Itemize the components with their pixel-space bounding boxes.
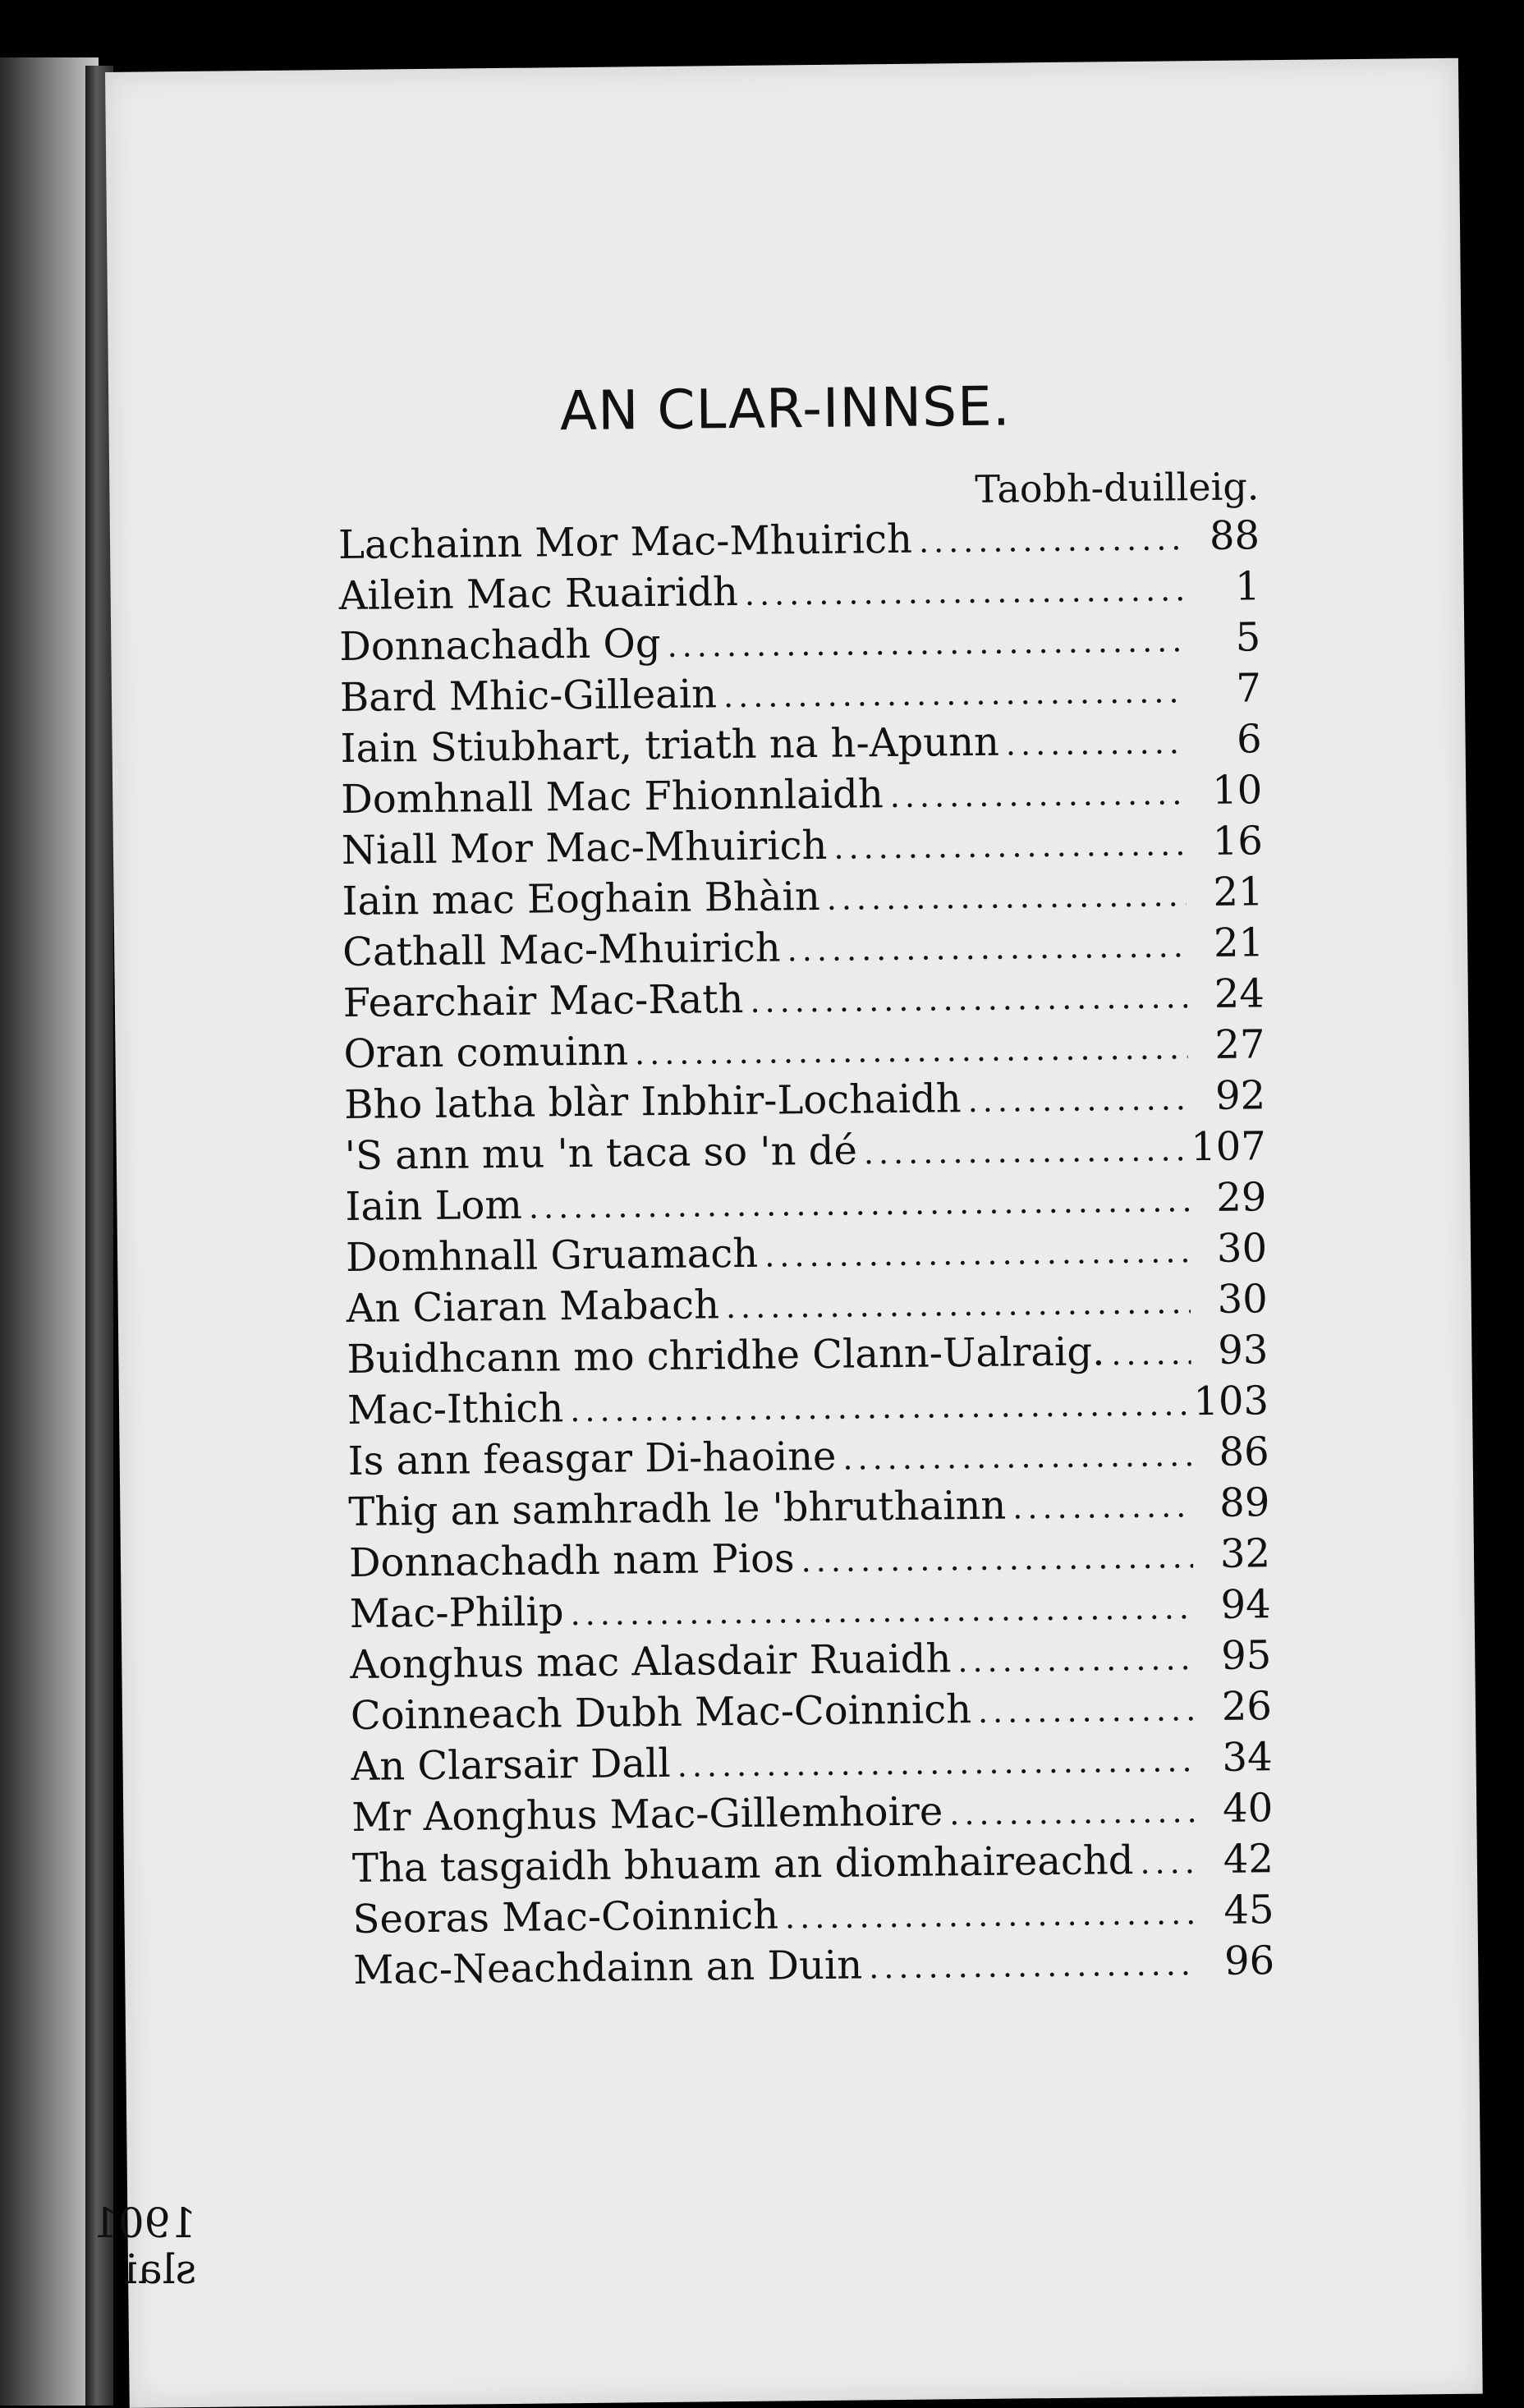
- toc-entry-page: 94: [1220, 1581, 1271, 1628]
- toc-entry-page: 107: [1190, 1123, 1267, 1171]
- toc-entry: [346, 1273, 1268, 1334]
- toc-entry-title: Bard Mhic-Gilleain: [339, 671, 718, 722]
- toc-entry-title: Thig an samhradh le 'bhruthainn: [348, 1482, 1007, 1535]
- toc-entry-page: 21: [1213, 869, 1264, 915]
- toc-entry-title: Is ann feasgar Di-haoine: [347, 1433, 837, 1484]
- toc-entry-title: Donnachadh nam Pios: [348, 1535, 795, 1586]
- toc-entry-page: 86: [1219, 1429, 1269, 1475]
- dot-leader: [529, 1175, 1190, 1232]
- dot-leader: [949, 1786, 1196, 1839]
- facing-page-edge: [0, 57, 99, 2406]
- toc-entry-page: 30: [1217, 1276, 1269, 1323]
- toc-entry-title: Iain mac Eoghain Bhàin: [342, 873, 821, 925]
- toc-entry-page: 16: [1212, 818, 1264, 865]
- toc-entry-page: 93: [1218, 1327, 1269, 1374]
- page-title: AN CLAR-INNSE.: [559, 374, 1012, 443]
- dot-leader: [764, 1226, 1191, 1281]
- toc-entry-title: Lachainn Mor Mac-Mhuirich: [337, 516, 913, 569]
- toc-entry-page: 34: [1222, 1734, 1273, 1781]
- toc-entry: [346, 1222, 1268, 1283]
- toc-entry-page: 40: [1222, 1785, 1274, 1832]
- toc-entry-title: Mac-Neachdainn an Duin: [352, 1942, 863, 1993]
- toc-entry: [342, 917, 1265, 978]
- dot-leader: [889, 768, 1185, 822]
- toc-entry: [338, 561, 1260, 621]
- toc-entry: [352, 1884, 1274, 1945]
- toc-entry: [340, 663, 1262, 723]
- toc-entry: [353, 1935, 1275, 1996]
- toc-entry: [347, 1324, 1269, 1385]
- toc-entry-title: Aonghus mac Alasdair Ruaidh: [350, 1635, 952, 1688]
- toc-entry-page: 30: [1216, 1225, 1268, 1272]
- dot-leader: [750, 971, 1187, 1027]
- toc-entry-title: Iain Lom: [345, 1181, 523, 1231]
- toc-entry: [341, 764, 1263, 825]
- toc-entry: [340, 713, 1262, 774]
- toc-entry-title: Fearchair Mac-Rath: [342, 975, 744, 1027]
- toc-entry: [349, 1528, 1271, 1589]
- toc-entry-title: An Ciaran Mabach: [346, 1282, 720, 1332]
- dot-leader: [1012, 1480, 1193, 1533]
- toc-entry: [342, 866, 1264, 927]
- dot-leader: [1111, 1328, 1191, 1379]
- toc-entry: [343, 968, 1265, 1029]
- dot-leader: [957, 1633, 1195, 1686]
- toc-entry-title: Bho latha blàr Inbhir-Lochaidh: [343, 1076, 962, 1129]
- dot-leader: [745, 564, 1183, 620]
- toc-entry: [351, 1782, 1274, 1843]
- toc-entry: [351, 1681, 1273, 1741]
- toc-entry-page: 1: [1234, 563, 1260, 610]
- toc-entry: [348, 1477, 1270, 1538]
- toc-entry-page: 26: [1221, 1683, 1273, 1730]
- toc-entry: [342, 815, 1264, 876]
- toc-entry-page: 6: [1236, 716, 1262, 763]
- toc-entry-page: 92: [1214, 1072, 1266, 1119]
- toc-entry: [351, 1731, 1273, 1792]
- toc-entry-page: 42: [1223, 1836, 1274, 1883]
- toc-entry-page: 24: [1214, 970, 1265, 1017]
- toc-entry-page: 89: [1219, 1479, 1270, 1526]
- toc-entry: [344, 1070, 1266, 1131]
- dot-leader: [726, 1277, 1191, 1332]
- toc-entry-title: 'S ann mu 'n taca so 'n dé: [344, 1127, 858, 1180]
- toc-entry: [343, 1019, 1265, 1080]
- toc-entry-page: 10: [1211, 767, 1263, 814]
- toc-entry: [338, 510, 1260, 571]
- toc-entry: [347, 1375, 1269, 1436]
- dot-leader: [1006, 717, 1185, 769]
- dot-leader: [787, 920, 1187, 975]
- toc-entry-page: 7: [1236, 665, 1262, 712]
- dot-leader: [677, 1735, 1196, 1791]
- toc-entry-title: Mac-Ithich: [347, 1385, 564, 1433]
- dot-leader: [801, 1531, 1193, 1586]
- toc-entry: [345, 1172, 1267, 1232]
- dot-leader: [869, 1938, 1198, 1993]
- toc-entry-page: 45: [1223, 1887, 1274, 1933]
- bleed-line: 1901: [92, 2199, 197, 2247]
- toc-entry-title: An Clarsair Dall: [351, 1740, 671, 1790]
- toc-entry-page: 21: [1213, 920, 1265, 966]
- toc-entry: [349, 1579, 1271, 1640]
- table-of-contents: [337, 462, 1274, 1996]
- toc-entry: [345, 1121, 1267, 1181]
- bleed-line: slai: [124, 2245, 197, 2293]
- toc-entry: [350, 1630, 1272, 1690]
- toc-entry-page: 103: [1193, 1378, 1269, 1425]
- toc-entry-title: Ailein Mac Ruairidh: [338, 568, 739, 620]
- toc-entry-title: Buidhcann mo chridhe Clann-Ualraig.: [347, 1328, 1105, 1383]
- dot-leader: [570, 1378, 1187, 1436]
- dot-leader: [1140, 1837, 1196, 1888]
- toc-entry-page: 88: [1209, 512, 1260, 559]
- toc-entry-title: Tha tasgaidh bhuam an diomhaireachd: [351, 1837, 1134, 1892]
- toc-entry-page: 95: [1220, 1632, 1272, 1679]
- toc-entry-page: 5: [1235, 614, 1261, 661]
- dot-leader: [978, 1684, 1196, 1737]
- toc-entry: [339, 612, 1261, 672]
- dot-leader: [967, 1073, 1188, 1126]
- toc-entry-title: Niall Mor Mac-Mhuirich: [341, 822, 828, 874]
- dot-leader: [842, 1429, 1192, 1484]
- dot-leader: [570, 1582, 1194, 1640]
- toc-entry: [352, 1833, 1274, 1894]
- page-column-header: Taobh-duilleig.: [975, 464, 1260, 511]
- toc-list: [338, 510, 1275, 1996]
- toc-entry-page: 27: [1214, 1021, 1265, 1068]
- toc-entry-title: Donnachadh Og: [339, 620, 661, 671]
- dot-leader: [723, 666, 1185, 722]
- toc-entry-title: Domhnall Mac Fhionnlaidh: [341, 771, 884, 823]
- toc-entry-page: 32: [1219, 1530, 1271, 1577]
- toc-entry-title: Cathall Mac-Mhuirich: [342, 924, 781, 976]
- toc-entry-page: 96: [1223, 1938, 1275, 1984]
- toc-entry: [347, 1426, 1269, 1487]
- toc-entry-title: Seoras Mac-Coinnich: [352, 1892, 779, 1942]
- dot-leader: [667, 615, 1183, 672]
- toc-entry-title: Iain Stiubhart, triath na h-Apunn: [340, 718, 1000, 773]
- toc-entry-title: Domhnall Gruamach: [345, 1230, 759, 1282]
- toc-entry-title: Mac-Philip: [349, 1589, 564, 1637]
- dot-leader: [919, 513, 1183, 566]
- dot-leader: [864, 1124, 1185, 1178]
- book-page: [105, 58, 1483, 2408]
- toc-entry-page: 29: [1216, 1174, 1267, 1221]
- dot-leader: [785, 1887, 1197, 1942]
- toc-entry-title: Oran comuinn: [343, 1028, 629, 1078]
- dot-leader: [826, 869, 1186, 924]
- dot-leader: [635, 1022, 1188, 1079]
- dot-leader: [833, 819, 1186, 873]
- toc-entry-title: Mr Aonghus Mac-Gillemhoire: [351, 1788, 943, 1841]
- bleed-through-text: [92, 2200, 196, 2292]
- toc-entry-title: Coinneach Dubh Mac-Coinnich: [350, 1686, 972, 1739]
